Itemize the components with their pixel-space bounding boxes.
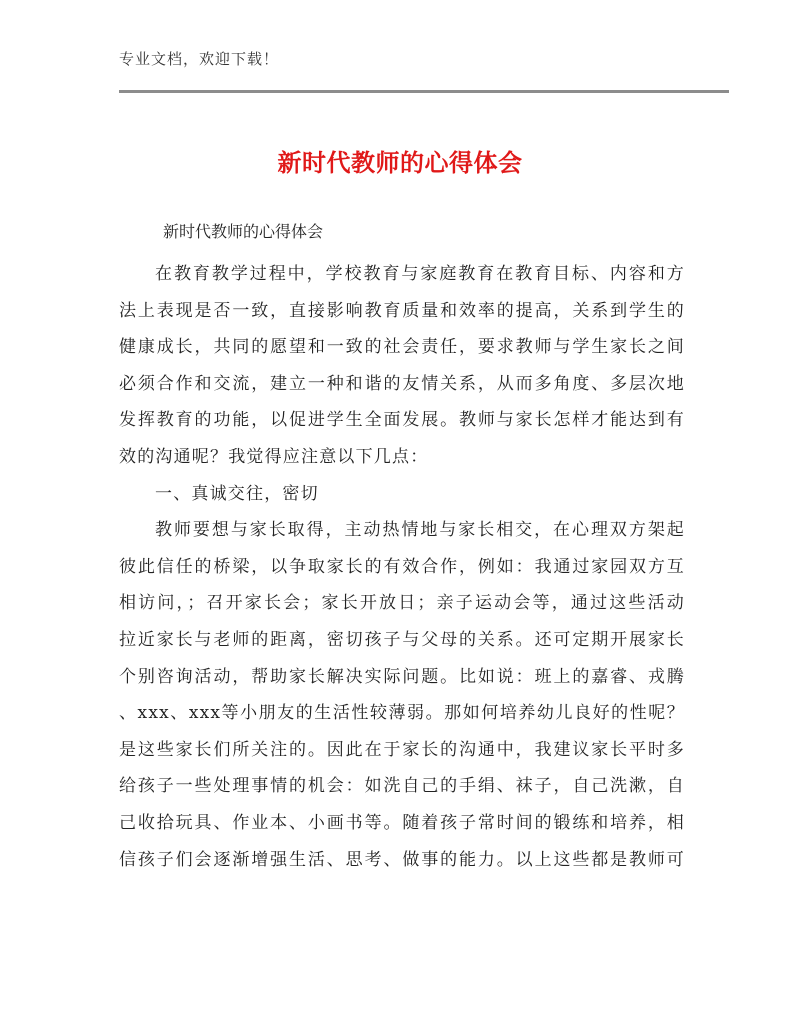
- paragraph-line: 相访问，；召开家长会；家长开放日；亲子运动会等，通过这些活动: [119, 593, 685, 614]
- paragraph-line: 健康成长，共同的愿望和一致的社会责任，要求教师与学生家长之间: [119, 337, 685, 358]
- paragraph-line: 个别咨询活动，帮助家长解决实际问题。比如说：班上的嘉睿、戎腾: [119, 666, 685, 687]
- document-subtitle: 新时代教师的心得体会: [163, 222, 324, 241]
- header-note: 专业文档，欢迎下载！: [119, 50, 280, 68]
- paragraph-line: 效的沟通呢？我觉得应注意以下几点：: [119, 446, 429, 467]
- paragraph-line: 是这些家长们所关注的。因此在于家长的沟通中，我建议家长平时多: [119, 739, 685, 760]
- paragraph-line: 彼此信任的桥梁，以争取家长的有效合作，例如：我通过家园双方互: [119, 556, 685, 577]
- paragraph-line: 必须合作和交流，建立一种和谐的友情关系，从而多角度、多层次地: [119, 373, 685, 394]
- paragraph-line: 在教育教学过程中，学校教育与家庭教育在教育目标、内容和方: [155, 264, 685, 284]
- section-heading: 一、真诚交往，密切: [155, 483, 319, 504]
- document-body: [119, 256, 685, 878]
- paragraph-line: 信孩子们会逐渐增强生活、思考、做事的能力。以上这些都是教师可: [119, 849, 685, 870]
- paragraph-line: 法上表现是否一致，直接影响教育质量和效率的提高，关系到学生的: [119, 300, 685, 321]
- paragraph-line: 教师要想与家长取得，主动热情地与家长相交，在心理双方架起: [155, 520, 685, 541]
- header-divider: [119, 90, 729, 93]
- paragraph-line: 给孩子一些处理事情的机会：如洗自己的手绢、袜子，自己洗漱，自: [119, 776, 685, 797]
- paragraph-line: 拉近家长与老师的距离，密切孩子与父母的关系。还可定期开展家长: [119, 629, 685, 650]
- document-title: 新时代教师的心得体会: [277, 149, 523, 177]
- paragraph-line: 发挥教育的功能，以促进学生全面发展。教师与家长怎样才能达到有: [119, 410, 685, 431]
- paragraph-line: 、xxx、xxx等小朋友的生活性较薄弱。那如何培养幼儿良好的性呢？: [119, 703, 685, 724]
- paragraph-line: 己收拾玩具、作业本、小画书等。随着孩子常时间的锻练和培养，相: [119, 812, 685, 833]
